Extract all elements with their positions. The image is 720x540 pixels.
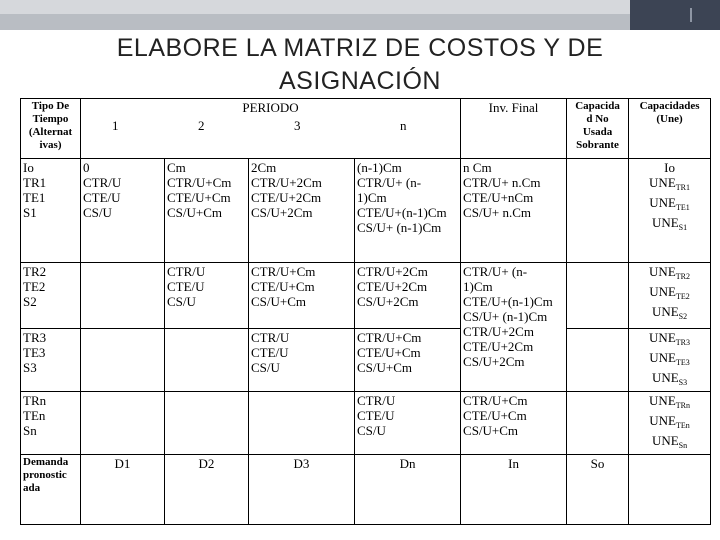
rown-une-trn: $UNE_{TRn}$ <box>649 393 690 410</box>
matrix-row-n <box>21 392 711 455</box>
rown-period-1 <box>81 392 165 455</box>
demand-so: So <box>567 455 629 525</box>
top-band-light <box>0 0 720 14</box>
row3-period-1 <box>81 329 165 392</box>
demand-d2: D2 <box>165 455 249 525</box>
row1-io: Io <box>664 160 675 175</box>
period-label-1: 1 <box>112 118 119 133</box>
rown-capacidad-no-usada <box>567 392 629 455</box>
row2-une-tr2: $UNE_{TR2}$ <box>649 264 690 281</box>
rown-inv-final: CTR/U+Cm CTE/U+Cm CS/U+Cm <box>461 392 567 455</box>
row2-tipo: TR2 TE2 S2 <box>21 263 81 329</box>
row2-period-3: CTR/U+Cm CTE/U+Cm CS/U+Cm <box>249 263 355 329</box>
row2-period-2: CTR/U CTE/U CS/U <box>165 263 249 329</box>
matrix-row-2 <box>21 263 711 329</box>
demand-d1: D1 <box>81 455 165 525</box>
row3-period-n: CTR/U+Cm CTE/U+Cm CS/U+Cm <box>355 329 461 392</box>
row1-inv-final: n Cm CTR/U+ n.Cm CTE/U+nCm CS/U+ n.Cm <box>461 159 567 263</box>
period-label-3: 3 <box>294 118 301 133</box>
rown-une-sn: $UNE_{Sn}$ <box>651 433 688 450</box>
rown-period-2 <box>165 392 249 455</box>
row2-inv-final: CTR/U+ (n- 1)Cm CTE/U+(n-1)Cm CS/U+ (n-1)Cm CTR/U+2Cm CTE/U+2Cm CS/U+2Cm <box>461 263 567 392</box>
demand-inv: In <box>461 455 567 525</box>
rown-period-3 <box>249 392 355 455</box>
header-capacidades: Capacidades (Une) <box>629 99 711 159</box>
row1-une-s1: $UNE_{S1}$ <box>651 215 688 232</box>
title-line-1: ELABORE LA MATRIZ DE COSTOS Y DE <box>116 34 604 62</box>
top-corner-block <box>630 0 720 30</box>
row1-period-n: (n-1)Cm CTR/U+ (n- 1)Cm CTE/U+(n-1)Cm CS/U+ (n-1)Cm <box>355 159 461 263</box>
title-line-2: ASIGNACIÓN <box>279 67 441 95</box>
header-capacidad-no-usada: Capacida d No Usada Sobrante <box>567 99 629 159</box>
header-periodo: PERIODO <box>81 99 461 159</box>
row1-period-2: Cm CTR/U+Cm CTE/U+Cm CS/U+Cm <box>165 159 249 263</box>
demand-capacidades <box>629 455 711 525</box>
row2-capacidades <box>629 263 711 329</box>
demand-d3: D3 <box>249 455 355 525</box>
rown-tipo: TRn TEn Sn <box>21 392 81 455</box>
row2-une-s2: $UNE_{S2}$ <box>651 304 688 321</box>
row2-capacidad-no-usada <box>567 263 629 329</box>
row3-capacidades <box>629 329 711 392</box>
demand-dn: Dn <box>355 455 461 525</box>
rown-period-n: CTR/U CTE/U CS/U <box>355 392 461 455</box>
matrix-row-1 <box>21 159 711 263</box>
row1-capacidades <box>629 159 711 263</box>
row3-capacidad-no-usada <box>567 329 629 392</box>
row3-une-te3: $UNE_{TE3}$ <box>649 350 690 367</box>
row3-period-3: CTR/U CTE/U CS/U <box>249 329 355 392</box>
row2-period-1 <box>81 263 165 329</box>
row1-une-te1: $UNE_{TE1}$ <box>649 195 690 212</box>
row2-une-te2: $UNE_{TE2}$ <box>649 284 690 301</box>
row3-period-2 <box>165 329 249 392</box>
header-inv-final: Inv. Final <box>461 99 567 159</box>
row3-une-tr3: $UNE_{TR3}$ <box>649 330 690 347</box>
row1-capacidad-no-usada <box>567 159 629 263</box>
row3-tipo: TR3 TE3 S3 <box>21 329 81 392</box>
row3-inv-final: CTR/U+2Cm CTE/U+2Cm CS/U+2Cm <box>463 324 534 369</box>
demand-label: Demanda pronostic ada <box>21 455 81 525</box>
demand-row <box>21 455 711 525</box>
period-label-2: 2 <box>198 118 205 133</box>
row1-une-tr1: $UNE_{TR1}$ <box>649 175 690 192</box>
matrix-row-3 <box>21 329 711 392</box>
rown-capacidades <box>629 392 711 455</box>
period-label-n: n <box>400 118 407 133</box>
row3-une-s3: $UNE_{S3}$ <box>651 370 688 387</box>
page-title <box>60 32 660 98</box>
cost-assignment-matrix <box>20 98 711 525</box>
top-decoration-bar <box>0 0 720 30</box>
row1-tipo: Io TR1 TE1 S1 <box>21 159 81 263</box>
rown-une-ten: $UNE_{TEn}$ <box>649 413 690 430</box>
row1-period-1: 0 CTR/U CTE/U CS/U <box>81 159 165 263</box>
header-tipo: Tipo De Tiempo (Alternat ivas) <box>21 99 81 159</box>
period-number-row <box>80 118 510 138</box>
row1-period-3: 2Cm CTR/U+2Cm CTE/U+2Cm CS/U+2Cm <box>249 159 355 263</box>
row2-period-n: CTR/U+2Cm CTE/U+2Cm CS/U+2Cm <box>355 263 461 329</box>
